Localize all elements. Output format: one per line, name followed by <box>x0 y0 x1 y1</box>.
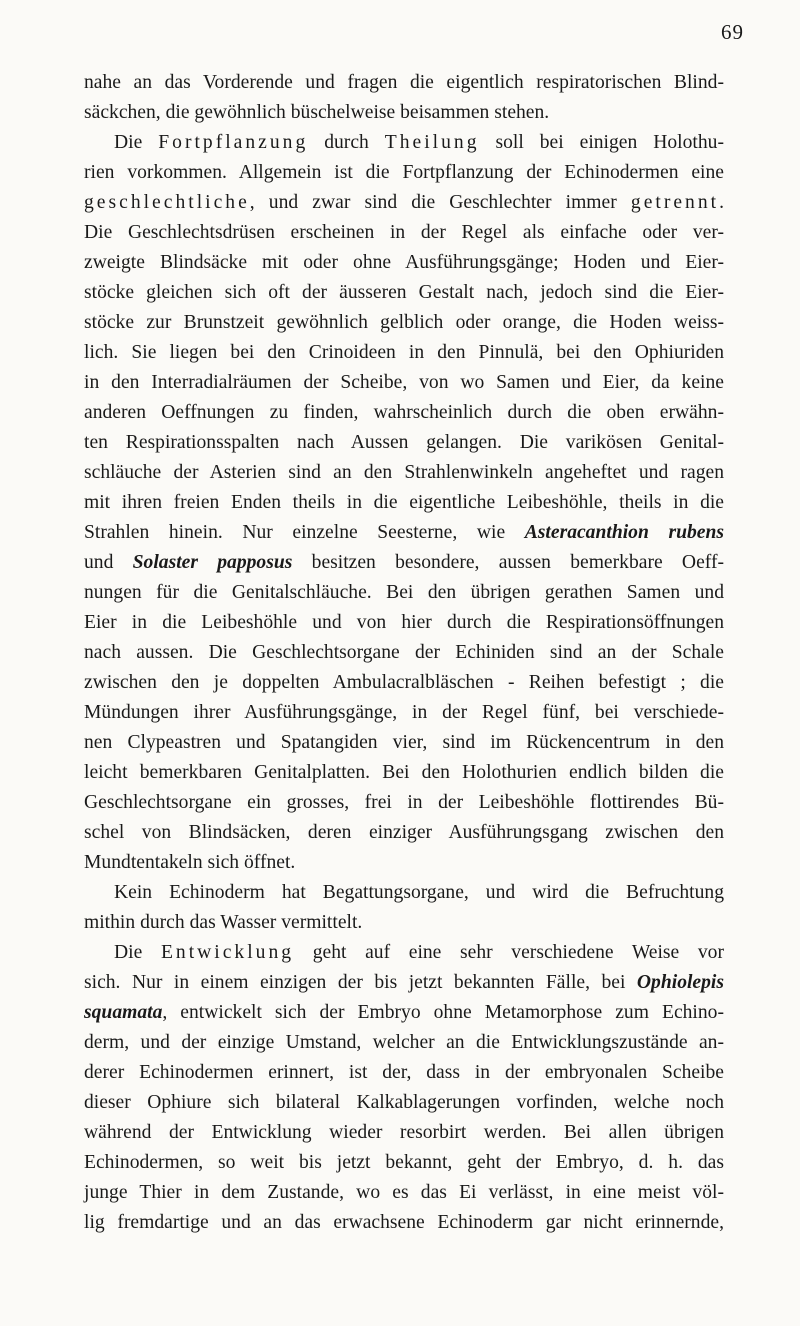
line-text: , und zwar sind die Geschlechter immer <box>249 192 631 213</box>
line-text: stöcke gleichen sich oft der äusseren Gestalt nach, jedoch sind die Eier- <box>84 282 724 303</box>
line-text: Kein Echinoderm hat Begattungsorgane, und wird die Befruchtung <box>114 882 724 903</box>
line-text: Echinodermen, so weit bis jetzt bekannt, geht der Embryo, d. h. das <box>84 1152 724 1173</box>
text-line <box>84 218 724 248</box>
line-text: nach aussen. Die Geschlechtsorgane der Echiniden sind an der Schale <box>84 642 724 663</box>
line-text: Mündungen ihrer Ausführungsgänge, in der Regel fünf, bei verschiede- <box>84 702 724 723</box>
italic-taxon: Asteracanthion rubens <box>524 522 724 543</box>
line-text: . <box>719 192 724 213</box>
line-text: und <box>84 552 133 573</box>
text-line <box>84 668 724 698</box>
line-text: derm, und der einzige Umstand, welcher an die Entwicklungszustände an- <box>84 1032 724 1053</box>
line-text: junge Thier in dem Zustande, wo es das Ei verlässt, in eine meist völ- <box>84 1182 724 1203</box>
text-line <box>84 1028 724 1058</box>
text-line <box>84 158 724 188</box>
text-line <box>84 878 724 908</box>
line-text: in den Interradialräumen der Scheibe, von wo Samen und Eier, da keine <box>84 372 724 393</box>
text-line <box>84 518 724 548</box>
spaced-emphasis: Theilung <box>384 132 480 153</box>
line-text: leicht bemerkbaren Genitalplatten. Bei den Holothurien endlich bilden die <box>84 762 724 783</box>
text-line <box>84 938 724 968</box>
text-line <box>84 338 724 368</box>
text-line <box>84 1088 724 1118</box>
line-text: , entwickelt sich der Embryo ohne Metamorphose zum Echino- <box>162 1002 724 1023</box>
text-line <box>84 578 724 608</box>
text-line <box>84 758 724 788</box>
text-line <box>84 458 724 488</box>
text-line <box>84 128 724 158</box>
line-text: soll bei einigen Holothu- <box>479 132 724 153</box>
text-line <box>84 1208 724 1238</box>
page-number: 69 <box>721 20 744 44</box>
line-text: Mundtentakeln sich öffnet. <box>84 852 296 873</box>
line-text: Geschlechtsorgane ein grosses, frei in der Leibeshöhle flottirendes Bü- <box>84 792 724 813</box>
line-text: ten Respirationsspalten nach Aussen gelangen. Die varikösen Genital- <box>84 432 724 453</box>
text-line <box>84 368 724 398</box>
italic-taxon: Solaster papposus <box>132 552 293 573</box>
text-line <box>84 488 724 518</box>
text-line <box>84 968 724 998</box>
text-line <box>84 608 724 638</box>
line-text: zwischen den je doppelten Ambulacralbläschen - Reihen befestigt ; die <box>84 672 724 693</box>
line-text: schel von Blindsäcken, deren einziger Ausführungsgang zwischen den <box>84 822 724 843</box>
line-text: schläuche der Asterien sind an den Strahlenwinkeln angeheftet und ragen <box>84 462 724 483</box>
line-text: geht auf eine sehr verschiedene Weise vor <box>294 942 724 963</box>
body-text <box>84 68 724 1238</box>
text-line <box>84 728 724 758</box>
text-line <box>84 638 724 668</box>
line-text: sich. Nur in einem einzigen der bis jetzt bekannten Fälle, bei <box>84 972 637 993</box>
text-line <box>84 278 724 308</box>
line-text: säckchen, die gewöhnlich büschelweise beisammen stehen. <box>84 102 550 123</box>
line-text: durch <box>308 132 385 153</box>
italic-taxon: squamata <box>84 1002 163 1023</box>
line-text: Die <box>114 942 161 963</box>
line-text: lig fremdartige und an das erwachsene Echinoderm gar nicht erinnernde, <box>84 1212 724 1233</box>
line-text: besitzen besondere, aussen bemerkbare Oeff- <box>292 552 724 573</box>
line-text: nen Clypeastren und Spatangiden vier, sind im Rückencentrum in den <box>84 732 724 753</box>
text-line <box>84 1058 724 1088</box>
line-text: nungen für die Genitalschläuche. Bei den übrigen gerathen Samen und <box>84 582 724 603</box>
text-line <box>84 788 724 818</box>
line-text: Strahlen hinein. Nur einzelne Seesterne, wie <box>84 522 525 543</box>
spaced-emphasis: Entwicklung <box>160 942 295 963</box>
text-line <box>84 1148 724 1178</box>
spaced-emphasis: getrennt <box>630 192 720 213</box>
text-line <box>84 908 724 938</box>
text-line <box>84 308 724 338</box>
text-line <box>84 428 724 458</box>
spaced-emphasis: geschlechtliche <box>84 192 250 213</box>
line-text: mit ihren freien Enden theils in die eigentliche Leibeshöhle, theils in die <box>84 492 724 513</box>
text-line <box>84 548 724 578</box>
line-text: derer Echinodermen erinnert, ist der, dass in der embryonalen Scheibe <box>84 1062 724 1083</box>
line-text: rien vorkommen. Allgemein ist die Fortpflanzung der Echinodermen eine <box>84 162 724 183</box>
spaced-emphasis: Fortpflanzung <box>158 132 309 153</box>
text-line <box>84 848 724 878</box>
line-text: anderen Oeffnungen zu finden, wahrscheinlich durch die oben erwähn- <box>84 402 724 423</box>
text-line <box>84 248 724 278</box>
text-line <box>84 698 724 728</box>
line-text: zweigte Blindsäcke mit oder ohne Ausführungsgänge; Hoden und Eier- <box>84 252 724 273</box>
line-text: Eier in die Leibeshöhle und von hier durch die Respirationsöffnungen <box>84 612 724 633</box>
line-text: nahe an das Vorderende und fragen die eigentlich respiratorischen Blind- <box>84 72 724 93</box>
text-line <box>84 98 724 128</box>
text-line <box>84 1118 724 1148</box>
text-line <box>84 398 724 428</box>
text-line <box>84 818 724 848</box>
italic-taxon: Ophiolepis <box>636 972 724 993</box>
line-text: dieser Ophiure sich bilateral Kalkablagerungen vorfinden, welche noch <box>84 1092 724 1113</box>
line-text: stöcke zur Brunstzeit gewöhnlich gelblich oder orange, die Hoden weiss- <box>84 312 724 333</box>
line-text: während der Entwicklung wieder resorbirt werden. Bei allen übrigen <box>84 1122 724 1143</box>
line-text: mithin durch das Wasser vermittelt. <box>84 912 363 933</box>
line-text: Die <box>114 132 159 153</box>
text-line <box>84 998 724 1028</box>
text-line <box>84 68 724 98</box>
line-text: lich. Sie liegen bei den Crinoideen in den Pinnulä, bei den Ophiuriden <box>84 342 724 363</box>
text-line <box>84 1178 724 1208</box>
line-text: Die Geschlechtsdrüsen erscheinen in der Regel als einfache oder ver- <box>84 222 724 243</box>
text-line <box>84 188 724 218</box>
